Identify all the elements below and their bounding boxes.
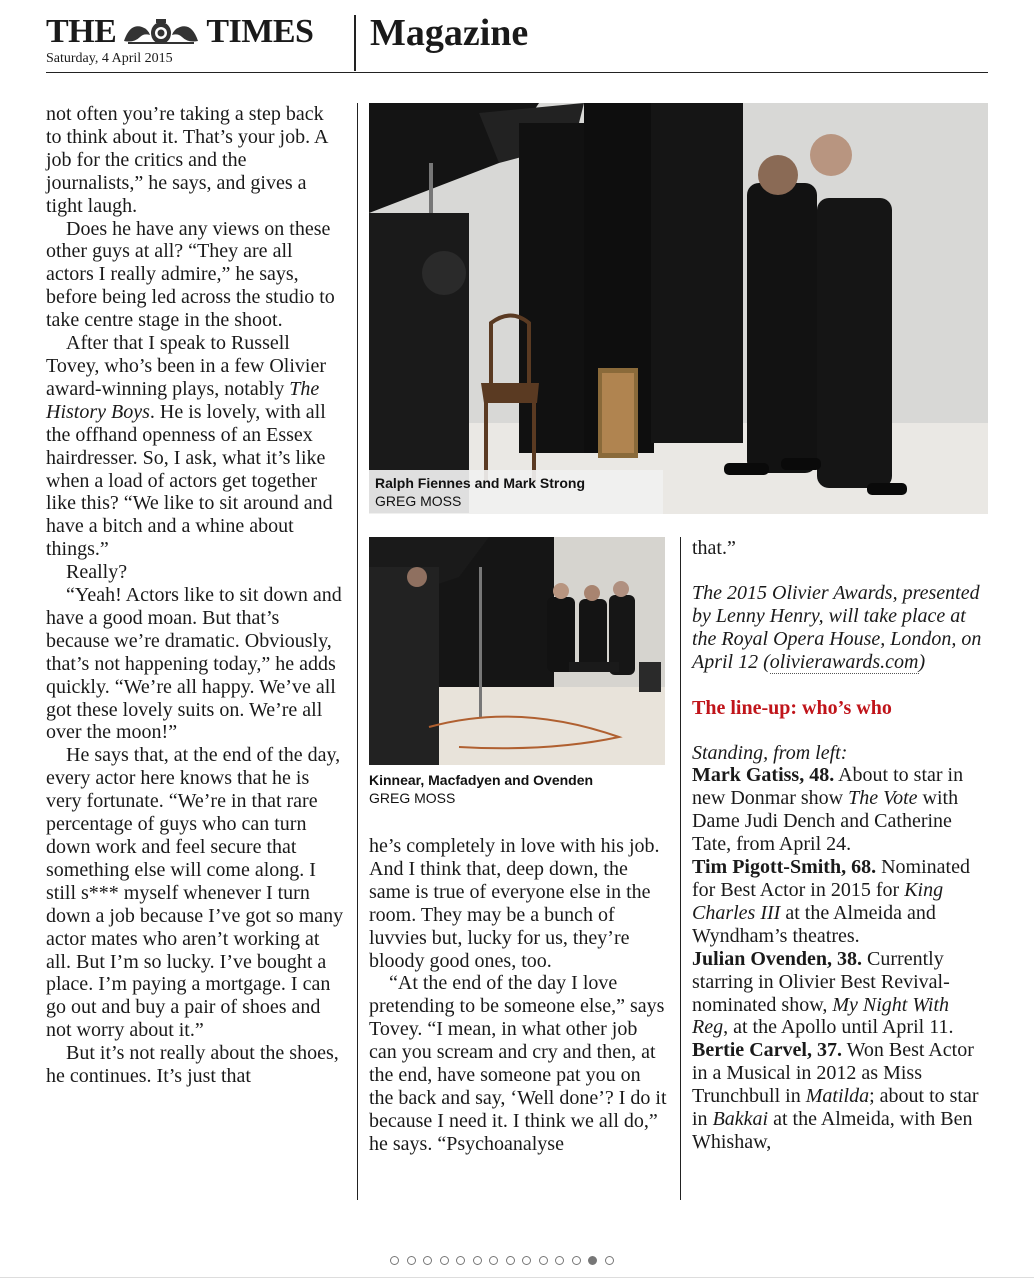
- photo-caption: [369, 470, 663, 514]
- brand-times: TIMES: [206, 13, 314, 50]
- article-column-3: [692, 537, 990, 1154]
- caption-title: Kinnear, Macfadyen and Ovenden: [369, 772, 594, 788]
- lineup-entry: Bertie Carvel, 37. Won Best Actor in a Musical in 2012 as Miss Trunchbull in Matilda; about to star in Bakkai at the Almeida, with Ben Whishaw,: [692, 1039, 979, 1153]
- page-dot[interactable]: [506, 1256, 515, 1265]
- article-column-1: [46, 103, 344, 1088]
- paragraph: that.”: [692, 537, 736, 559]
- lineup-entry: Tim Pigott-Smith, 68. Nominated for Best Actor in 2015 for King Charles III at the Almeida and Wyndham’s theatres.: [692, 856, 970, 947]
- masthead: [46, 12, 988, 73]
- lineup-heading: The line-up: who’s who: [692, 696, 892, 719]
- masthead-divider: [354, 15, 356, 71]
- photo-fiennes-strong[interactable]: [369, 103, 988, 514]
- column-divider: [357, 103, 358, 1200]
- page-dot[interactable]: [522, 1256, 531, 1265]
- page-indicator[interactable]: [390, 1256, 614, 1265]
- lineup-entry: Mark Gatiss, 48. About to star in new Donmar show The Vote with Dame Judi Dench and Catherine Tate, from April 24.: [692, 764, 964, 856]
- olivier-awards-link[interactable]: olivierawards.com: [769, 650, 919, 673]
- page-dot[interactable]: [390, 1256, 399, 1265]
- page-dot[interactable]: [473, 1256, 482, 1265]
- paragraph: he’s completely in love with his job. And I think that, deep down, the same is true of everyone else in the room. They may be a bunch of luvvies but, lucky for us, they’re bloody good ones, too.: [369, 835, 660, 972]
- photo-caption: [369, 771, 669, 807]
- brand-the: THE: [46, 13, 117, 50]
- paragraph: Really?: [66, 561, 128, 584]
- lineup-entry: Julian Ovenden, 38. Currently starring in Olivier Best Revival-nominated show, My Night With Reg, at the Apollo until April 11.: [692, 947, 954, 1039]
- page-dot[interactable]: [605, 1256, 614, 1265]
- event-info: The 2015 Olivier Awards, presented by Lenny Henry, will take place at the Royal Opera House, London, on April 12 (olivierawards.com): [692, 581, 982, 673]
- photo-kinnear-macfadyen-ovenden[interactable]: [369, 537, 665, 765]
- caption-title: Ralph Fiennes and Mark Strong: [375, 475, 586, 491]
- studio-photo-image: [369, 537, 665, 765]
- page-dot[interactable]: [489, 1256, 498, 1265]
- column-divider: [680, 537, 681, 1200]
- royal-crest-icon: [120, 19, 202, 45]
- paragraph: “At the end of the day I love pretending to be someone else,” says Tovey. “I mean, in what other job can you scream and cry and then, at the end, have someone pat you on the back and say, ‘Well done’? I do it because I need it. I think we all do,” he says. “Psychoanalyse: [369, 972, 667, 1155]
- caption-credit: GREG MOSS: [369, 790, 456, 806]
- paragraph: “Yeah! Actors like to sit down and have a good moan. But that’s because we’re dramatic. Obviously, that’s not happening today,” he adds quickly. “We’re all happy. We’ve all got these lovely suits on. We’re all over the moon!”: [46, 584, 342, 744]
- paragraph: not often you’re taking a step back to think about it. That’s your job. A job for the critics and the journalists,” he says, and gives a tight laugh.: [46, 103, 328, 217]
- page-dot[interactable]: [440, 1256, 449, 1265]
- page-dot[interactable]: [407, 1256, 416, 1265]
- paragraph: After that I speak to Russell Tovey, who’s been in a few Olivier award-winning plays, notably The History Boys. He is lovely, with all the offhand openness of an Essex hairdresser. So, I ask, what it’s like when a load of actors get together like this? “We like to sit around and have a bitch and a whine about things.”: [46, 332, 333, 561]
- page-dot[interactable]: [588, 1256, 597, 1265]
- caption-credit: GREG MOSS: [375, 493, 462, 509]
- section-title[interactable]: Magazine: [370, 12, 529, 54]
- page-dot[interactable]: [423, 1256, 432, 1265]
- studio-photo-image: [369, 103, 988, 514]
- standing-label: Standing, from left:: [692, 741, 848, 764]
- paragraph: Does he have any views on these other guys at all? “They are all actors I really admire,” he says, before being led across the studio to take centre stage in the shoot.: [46, 217, 335, 332]
- page-dot[interactable]: [555, 1256, 564, 1265]
- page-dot[interactable]: [539, 1256, 548, 1265]
- times-logo[interactable]: [46, 14, 313, 50]
- paragraph: But it’s not really about the shoes, he continues. It’s just that: [46, 1042, 339, 1088]
- article-column-2: [369, 835, 667, 1156]
- publication-date: Saturday, 4 April 2015: [46, 51, 173, 66]
- paragraph: He says that, at the end of the day, every actor here knows that he is very fortunate. “We’re in that rare percentage of guys who can turn down work and feel secure that something else will come along. I still s*** myself whenever I turn down a job because I’ve got so many actor mates who aren’t working at all. But I’m so lucky. I’ve bought a place. I’m paying a mortgage. I can go out and buy a pair of shoes and not worry about it.”: [46, 744, 344, 1042]
- page-dot[interactable]: [456, 1256, 465, 1265]
- page-dot[interactable]: [572, 1256, 581, 1265]
- bottom-divider: [0, 1277, 1034, 1278]
